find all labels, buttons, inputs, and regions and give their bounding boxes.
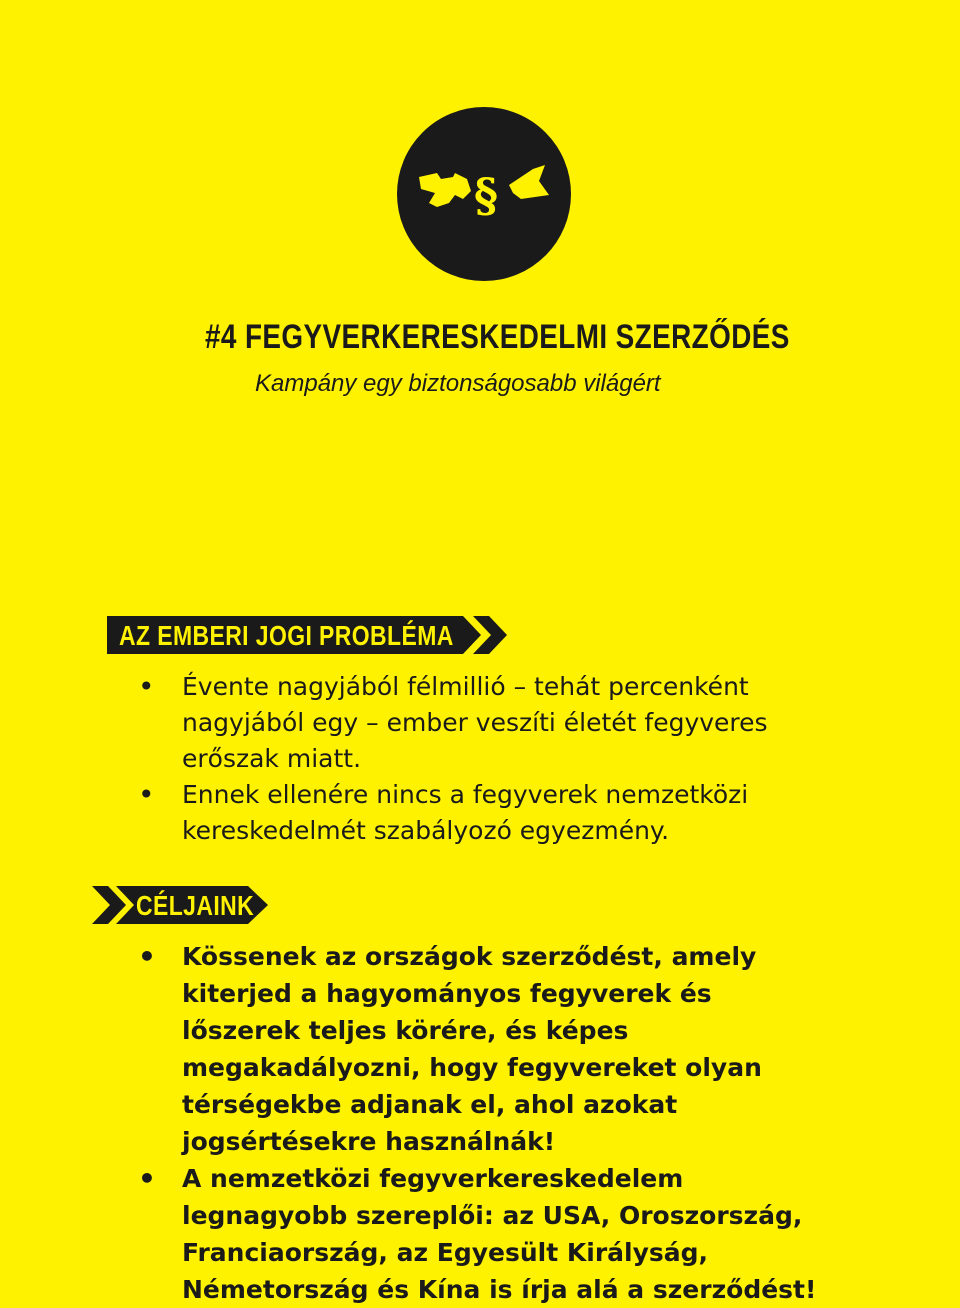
problem-heading: AZ EMBERI JOGI PROBLÉMA: [119, 620, 454, 651]
bullet-icon: •: [138, 1162, 156, 1195]
list-item: [138, 777, 838, 849]
page-subtitle: Kampány egy biztonságosabb világért: [255, 370, 661, 397]
list-item: [138, 1160, 838, 1308]
goals-banner: [92, 886, 268, 924]
page-title: #4 FEGYVERKERESKEDELMI SZERZŐDÉS: [205, 318, 790, 356]
campaign-emblem: [397, 107, 571, 281]
goals-heading: CÉLJAINK: [136, 890, 255, 921]
list-item-text: Ennek ellenére nincs a fegyverek nemzetközi kereskedelmét szabályozó egyezmény.: [182, 780, 749, 845]
paragraph-symbol: §: [473, 168, 499, 222]
list-item-text: A nemzetközi fegyverkereskedelem legnagyobb szereplői: az USA, Oroszország, Franciaország, az Egyesült Királyság, Németország és Kína is írja alá a szerződést!: [182, 1164, 817, 1304]
list-item: [138, 938, 838, 1160]
bullet-icon: •: [138, 778, 155, 811]
broken-weapon-paragraph-icon: [397, 107, 571, 281]
list-item-text: Kössenek az országok szerződést, amely kiterjed a hagyományos fegyverek és lőszerek teljes körére, és képes megakadályozni, hogy fegyvereket olyan térségekbe adjanak el, ahol azokat jogsértésekre használnák!: [182, 942, 762, 1156]
problem-list: [138, 669, 838, 849]
list-item: [138, 669, 838, 777]
goals-list: [138, 938, 838, 1308]
list-item-text: Évente nagyjából félmillió – tehát percenként nagyjából egy – ember veszíti életét fegyveres erőszak miatt.: [182, 672, 768, 773]
problem-banner: [107, 616, 507, 654]
bullet-icon: •: [138, 670, 155, 703]
bullet-icon: •: [138, 940, 156, 973]
